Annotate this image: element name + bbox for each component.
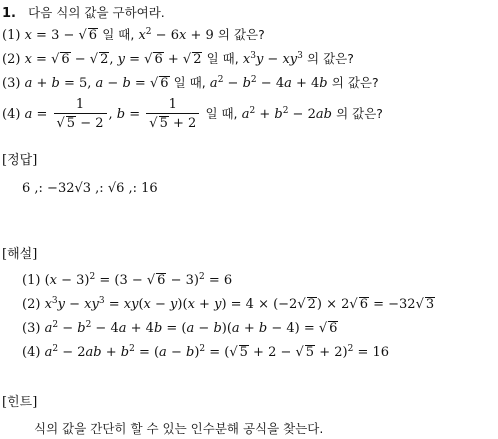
item-expression: $a^2 - b^2 - 4a + 4b$ [209, 75, 328, 91]
step-label: (2) [22, 297, 41, 312]
problem-instruction: 다음 식의 값을 구하여라. [28, 5, 165, 20]
item-when: 일 때, [102, 27, 135, 42]
step-label: (1) [22, 273, 41, 288]
step-math: $x^3y - xy^3 = xy(x - y)(x + y) = 4 \times (-2√$ 2) × 2√ 6 = −32√ 3 [44, 296, 435, 312]
item-ask: 의 값은? [307, 51, 354, 66]
item-label: (1) [2, 28, 21, 43]
item-condition: x = √ 6 − √ 2, y = √ 6 + √ 2 [24, 52, 202, 67]
item-expression: $a^2 + b^2 - 2ab$ [241, 106, 332, 122]
item-condition: x = 3 − √ 6 [24, 28, 98, 43]
item-label: (3) [2, 76, 21, 91]
explanation-heading: [해설] [2, 247, 38, 262]
explanation-step-2 [22, 296, 435, 314]
item-when: 일 때, [173, 75, 206, 90]
step-math: $a^2 - 2ab + b^2 = (a - b)^2$ = (√ 5 + 2 − √ 5 + 2)$^2$ = 16 [44, 344, 390, 360]
item-when: 일 때, [206, 51, 239, 66]
hint-heading: [힌트] [2, 395, 38, 410]
step-math: $a^2 - b^2 - 4a + 4b = (a - b)(a + b - 4)$ = √ 6 [44, 320, 338, 336]
problem-item-4 [2, 96, 383, 133]
problem-item-3 [2, 74, 379, 93]
step-math: $(x - 3)^2 = (3$ − √ 6 − 3)$^2$ = 6 [44, 272, 233, 288]
problem-item-2 [2, 50, 354, 69]
fraction-b: $\frac{1}{√ 5 + 2}$ [146, 97, 199, 133]
item-condition: a + b = 5, a − b = √ 6 [24, 76, 169, 91]
item-label: (2) [2, 52, 21, 67]
hint-text: 식의 값을 간단히 할 수 있는 인수분해 공식을 찾는다. [34, 421, 324, 436]
item-label: (4) [2, 107, 21, 122]
problem-item-1 [2, 26, 265, 45]
problem-number: 1. [2, 6, 16, 21]
problem-header [2, 4, 165, 23]
fraction-a: $\frac{1}{√ 5 - 2}$ [54, 97, 107, 133]
item-ask: 의 값은? [217, 27, 265, 42]
item-condition: a = $\frac{1}{√ 5 - 2}$ , b = $\frac{1}{√ 5 + 2}$ [25, 107, 206, 122]
item-when: 일 때, [205, 106, 238, 121]
answer-line: 6 ,: −32√3 ,: √6 ,: 16 [22, 181, 158, 196]
step-label: (3) [22, 321, 41, 336]
item-ask: 의 값은? [331, 75, 379, 90]
explanation-step-4 [22, 344, 389, 362]
item-ask: 의 값은? [336, 106, 383, 121]
answer-heading: [정답] [2, 153, 38, 168]
step-label: (4) [22, 345, 41, 360]
item-expression: $x^3y - xy^3$ [242, 51, 303, 67]
explanation-step-1 [22, 272, 232, 290]
item-expression: $x^2 - 6x + 9$ [138, 27, 214, 43]
explanation-step-3 [22, 320, 338, 338]
